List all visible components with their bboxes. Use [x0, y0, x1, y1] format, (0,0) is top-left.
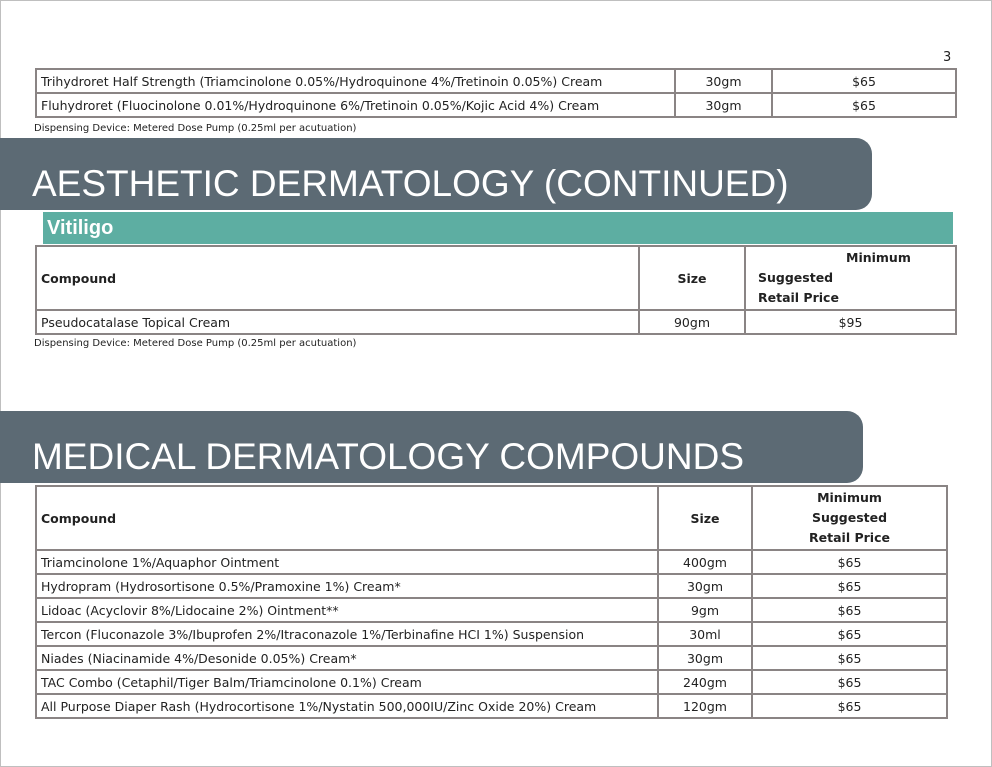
price-cell: $95	[745, 310, 956, 334]
table-row	[36, 310, 956, 334]
size-cell: 400gm	[658, 550, 752, 574]
price-cell: $65	[752, 646, 947, 670]
compound-header: Compound	[36, 486, 658, 550]
price-cell: $65	[752, 574, 947, 598]
price-cell: $65	[772, 93, 956, 117]
vitiligo-subsection-title: Vitiligo	[47, 216, 114, 239]
dispensing-note: Dispensing Device: Metered Dose Pump (0.25ml per acutuation)	[34, 338, 357, 349]
price-cell: $65	[772, 69, 956, 93]
size-cell: 120gm	[658, 694, 752, 718]
vitiligo-subsection-header	[43, 212, 953, 244]
price-header-line-2: Suggested	[811, 510, 888, 525]
price-header-line-3: Retail Price	[758, 290, 839, 305]
continued-compound-table	[35, 68, 957, 118]
table-row	[36, 550, 947, 574]
compound-cell: Hydropram (Hydrosortisone 0.5%/Pramoxine 1%) Cream*	[36, 574, 658, 598]
table-row	[36, 574, 947, 598]
compound-header: Compound	[36, 246, 639, 310]
size-header: Size	[658, 486, 752, 550]
table-row	[36, 670, 947, 694]
price-cell: $65	[752, 670, 947, 694]
compound-cell: Lidoac (Acyclovir 8%/Lidocaine 2%) Ointment**	[36, 598, 658, 622]
price-cell: $65	[752, 598, 947, 622]
aesthetic-section-title: AESTHETIC DERMATOLOGY (CONTINUED)	[32, 163, 789, 204]
dispensing-note: Dispensing Device: Metered Dose Pump (0.25ml per acutuation)	[34, 123, 357, 134]
price-cell: $65	[752, 694, 947, 718]
size-cell: 9gm	[658, 598, 752, 622]
price-header	[752, 486, 947, 550]
medical-section-title: MEDICAL DERMATOLOGY COMPOUNDS	[32, 436, 745, 477]
aesthetic-section-header	[0, 138, 872, 210]
table-header-row	[36, 486, 947, 550]
table-row	[36, 69, 956, 93]
size-header: Size	[639, 246, 745, 310]
table-row	[36, 622, 947, 646]
price-cell: $65	[752, 550, 947, 574]
compound-cell: Trihydroret Half Strength (Triamcinolone 0.05%/Hydroquinone 4%/Tretinoin 0.05%) Cream	[36, 69, 675, 93]
vitiligo-compound-table	[35, 245, 957, 335]
size-cell: 30gm	[675, 93, 772, 117]
table-header-row	[36, 246, 956, 310]
table-row	[36, 694, 947, 718]
price-cell: $65	[752, 622, 947, 646]
size-cell: 30gm	[658, 574, 752, 598]
compound-cell: Tercon (Fluconazole 3%/Ibuprofen 2%/Itraconazole 1%/Terbinafine HCI 1%) Suspension	[36, 622, 658, 646]
compound-cell: Fluhydroret (Fluocinolone 0.01%/Hydroquinone 6%/Tretinoin 0.05%/Kojic Acid 4%) Cream	[36, 93, 675, 117]
price-header-line-3: Retail Price	[809, 530, 890, 545]
compound-cell: Triamcinolone 1%/Aquaphor Ointment	[36, 550, 658, 574]
price-header-line-1: Minimum	[846, 250, 911, 265]
size-cell: 30gm	[675, 69, 772, 93]
compound-cell: Niades (Niacinamide 4%/Desonide 0.05%) Cream*	[36, 646, 658, 670]
table-row	[36, 93, 956, 117]
medical-compound-table	[35, 485, 948, 719]
compound-cell: TAC Combo (Cetaphil/Tiger Balm/Triamcinolone 0.1%) Cream	[36, 670, 658, 694]
compound-cell: Pseudocatalase Topical Cream	[36, 310, 639, 334]
price-header-line-2: Suggested	[758, 270, 834, 285]
size-cell: 30ml	[658, 622, 752, 646]
price-header-line-1: Minimum	[817, 490, 882, 505]
size-cell: 240gm	[658, 670, 752, 694]
table-row	[36, 598, 947, 622]
size-cell: 90gm	[639, 310, 745, 334]
table-row	[36, 646, 947, 670]
medical-section-header	[0, 411, 863, 483]
page-number: 3	[943, 50, 952, 65]
price-header	[745, 246, 956, 310]
size-cell: 30gm	[658, 646, 752, 670]
compound-cell: All Purpose Diaper Rash (Hydrocortisone 1%/Nystatin 500,000IU/Zinc Oxide 20%) Cream	[36, 694, 658, 718]
